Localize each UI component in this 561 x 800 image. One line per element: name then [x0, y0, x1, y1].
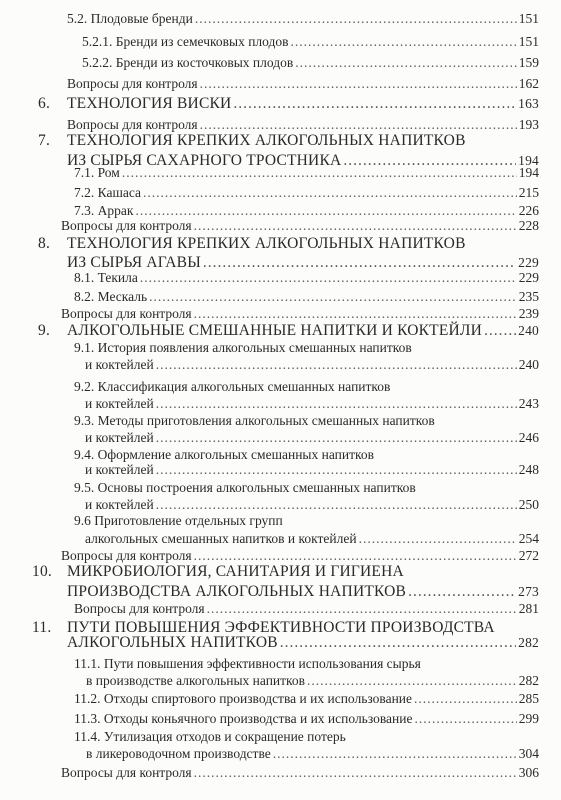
toc-entry-title: Вопросы для контроля — [61, 548, 192, 563]
toc-entry — [86, 746, 539, 762]
toc-entry-title: 8.1. Текила — [74, 270, 138, 285]
toc-leader-dots — [156, 430, 517, 446]
toc-entry-title: Вопросы для контроля — [61, 306, 192, 321]
toc-entry — [67, 76, 539, 92]
toc-leader-dots — [194, 765, 517, 781]
toc-entry — [85, 497, 539, 513]
toc-page-number: 282 — [518, 673, 539, 688]
toc-leader-dots — [359, 531, 517, 547]
toc-page-number: 282 — [518, 635, 539, 650]
toc-entry-title: ИЗ СЫРЬЯ АГАВЫ — [67, 254, 201, 271]
toc-page-number: 151 — [518, 34, 539, 49]
toc-leader-dots — [156, 357, 517, 373]
toc-entry-title: Вопросы для контроля — [61, 765, 192, 780]
toc-leader-dots — [414, 691, 517, 707]
toc-leader-dots — [156, 462, 517, 478]
toc-leader-dots — [194, 306, 517, 322]
toc-entry — [74, 289, 539, 305]
toc-entry — [74, 601, 539, 617]
toc-leader-dots — [414, 711, 516, 727]
toc-entry — [74, 480, 539, 496]
toc-entry — [74, 729, 539, 745]
toc-entry-title: 7.1. Ром — [74, 165, 120, 180]
toc-entry-title: и коктейлей — [85, 462, 154, 477]
toc-entry — [74, 656, 539, 672]
toc-entry-title: Вопросы для контроля — [67, 76, 198, 91]
toc-page-number: 163 — [518, 96, 539, 111]
toc-entry — [67, 583, 539, 601]
toc-entry-title: 11.1. Пути повышения эффективности использования сырья — [74, 656, 421, 671]
toc-entry-title: и коктейлей — [85, 430, 154, 445]
toc-entry — [74, 340, 539, 356]
toc-entry — [67, 117, 539, 133]
toc-entry — [74, 165, 539, 181]
toc-leader-dots — [200, 117, 517, 133]
toc-entry — [67, 132, 539, 150]
toc-leader-dots — [291, 34, 517, 50]
chapter-number: 10. — [32, 563, 52, 580]
toc-entry — [82, 55, 539, 71]
toc-entry — [85, 462, 539, 478]
toc-entry — [85, 430, 539, 446]
toc-page-number: 235 — [518, 289, 539, 304]
toc-entry — [74, 691, 539, 707]
toc-entry-title: АЛКОГОЛЬНЫХ НАПИТКОВ — [67, 634, 278, 651]
toc-entry-title: в производстве алкогольных напитков — [86, 673, 306, 688]
toc-page-number: 193 — [518, 117, 539, 132]
toc-page-number: 239 — [518, 306, 539, 321]
toc-entry — [85, 357, 539, 373]
toc-page-number: 240 — [518, 357, 539, 372]
toc-page-number: 304 — [518, 746, 539, 761]
toc-entry-title: и коктейлей — [85, 357, 154, 372]
toc-entry — [74, 413, 539, 429]
toc-page-number: 240 — [518, 323, 539, 338]
toc-leader-dots — [135, 203, 516, 219]
toc-entry-title: 9.3. Методы приготовления алкогольных смешанных напитков — [74, 413, 435, 428]
toc-entry-title: ПУТИ ПОВЫШЕНИЯ ЭФФЕКТИВНОСТИ ПРОИЗВОДСТВА — [67, 619, 495, 636]
toc-entry-title: 7.3. Аррак — [74, 203, 134, 218]
toc-entry-title: 9.4. Оформление алкогольных смешанных напитков — [74, 447, 375, 462]
toc-entry-title: ПРОИЗВОДСТВА АЛКОГОЛЬНЫХ НАПИТКОВ — [67, 583, 407, 600]
toc-entry — [67, 11, 539, 27]
toc-entry — [74, 711, 539, 727]
toc-page-number: 194 — [518, 153, 539, 168]
toc-leader-dots — [122, 165, 517, 181]
toc-page-number: 162 — [518, 76, 539, 91]
toc-leader-dots — [200, 76, 517, 92]
toc-entry-title: 11.3. Отходы коньячного производства и их использование — [74, 711, 413, 726]
toc-leader-dots — [273, 746, 517, 762]
toc-entry — [67, 563, 539, 581]
toc-entry — [61, 765, 539, 781]
toc-entry-title: 5.2.2. Бренди из косточковых плодов — [82, 55, 294, 70]
toc-entry-title: 11.4. Утилизация отходов и сокращение потерь — [74, 729, 346, 744]
toc-entry-title: Вопросы для контроля — [61, 218, 192, 233]
toc-entry — [85, 396, 539, 412]
toc-leader-dots — [484, 322, 516, 340]
toc-entry-title: и коктейлей — [85, 396, 154, 411]
toc-leader-dots — [156, 396, 517, 412]
chapter-number: 8. — [38, 235, 51, 252]
chapter-number: 9. — [38, 322, 51, 339]
toc-entry-title: Вопросы для контроля — [74, 601, 205, 616]
toc-leader-dots — [143, 185, 517, 201]
toc-page-number: 151 — [518, 11, 539, 26]
toc-entry — [74, 185, 539, 201]
toc-entry-title: 5.2. Плодовые бренди — [67, 11, 193, 26]
toc-page-number: 243 — [518, 396, 539, 411]
toc-leader-dots — [149, 289, 517, 305]
toc-page-number: 250 — [518, 497, 539, 512]
toc-page-number: 272 — [518, 548, 539, 563]
toc-leader-dots — [408, 583, 516, 601]
toc-page-number: 215 — [518, 185, 539, 200]
toc-entry — [85, 531, 539, 547]
toc-entry — [61, 548, 539, 564]
chapter-number: 6. — [38, 95, 51, 112]
toc-leader-dots — [280, 634, 516, 652]
toc-entry-title: ТЕХНОЛОГИЯ ВИСКИ — [67, 95, 232, 112]
toc-entry-title: 11.2. Отходы спиртового производства и их использование — [74, 691, 413, 706]
toc-page-number: 194 — [518, 165, 539, 180]
toc-entry-title: 7.2. Кашаса — [74, 185, 141, 200]
toc-entry — [74, 270, 539, 286]
toc-entry — [82, 34, 539, 50]
toc-entry — [74, 379, 539, 395]
toc-entry-title: в ликероводочном производстве — [86, 746, 271, 761]
toc-leader-dots — [307, 673, 517, 689]
toc-entry-title: 9.6 Приготовление отдельных групп — [74, 513, 283, 528]
toc-entry-title: ТЕХНОЛОГИЯ КРЕПКИХ АЛКОГОЛЬНЫХ НАПИТКОВ — [67, 235, 466, 252]
toc-entry — [67, 235, 539, 253]
toc-entry — [67, 322, 539, 340]
toc-page-number: 229 — [518, 270, 539, 285]
toc-entry — [74, 447, 539, 463]
toc-entry — [67, 95, 539, 113]
toc-page-number: 248 — [518, 462, 539, 477]
toc-page-number: 285 — [518, 691, 539, 706]
toc-leader-dots — [194, 548, 517, 564]
toc-page-number: 159 — [518, 55, 539, 70]
toc-entry — [61, 218, 539, 234]
toc-entry-title: алкогольных смешанных напитков и коктейлей — [85, 531, 357, 546]
toc-entry-title: 9.5. Основы построения алкогольных смешанных напитков — [74, 480, 416, 495]
toc-page-number: 281 — [518, 601, 539, 616]
toc-entry-title: ИЗ СЫРЬЯ САХАРНОГО ТРОСТНИКА — [67, 152, 342, 169]
toc-entry-title: МИКРОБИОЛОГИЯ, САНИТАРИЯ И ГИГИЕНА — [67, 563, 404, 580]
toc-entry-title: АЛКОГОЛЬНЫЕ СМЕШАННЫЕ НАПИТКИ И КОКТЕЙЛИ — [67, 322, 483, 339]
toc-entry-title: и коктейлей — [85, 497, 154, 512]
chapter-number: 7. — [38, 132, 51, 149]
toc-page-number: 306 — [518, 765, 539, 780]
toc-page-number: 254 — [518, 531, 539, 546]
toc-leader-dots — [233, 95, 516, 113]
toc-entry — [61, 306, 539, 322]
toc-entry-title: 9.1. История появления алкогольных смешанных напитков — [74, 340, 412, 355]
toc-leader-dots — [295, 55, 517, 71]
toc-entry — [86, 673, 539, 689]
toc-page-number: 246 — [518, 430, 539, 445]
toc-page-number: 226 — [518, 203, 539, 218]
toc-entry — [74, 513, 539, 529]
toc-leader-dots — [194, 218, 517, 234]
toc-page-number: 299 — [518, 711, 539, 726]
toc-entry — [67, 634, 539, 652]
toc-entry-title: 5.2.1. Бренди из семечковых плодов — [82, 34, 289, 49]
toc-leader-dots — [195, 11, 517, 27]
toc-page-number: 228 — [518, 218, 539, 233]
toc-entry-title: ТЕХНОЛОГИЯ КРЕПКИХ АЛКОГОЛЬНЫХ НАПИТКОВ — [67, 132, 466, 149]
toc-leader-dots — [207, 601, 517, 617]
toc-entry-title: 9.2. Классификация алкогольных смешанных напитков — [74, 379, 391, 394]
toc-leader-dots — [140, 270, 517, 286]
toc-entry-title: Вопросы для контроля — [67, 117, 198, 132]
toc-page-number: 273 — [518, 584, 539, 599]
chapter-number: 11. — [32, 619, 52, 636]
toc-entry-title: 8.2. Мескаль — [74, 289, 148, 304]
toc-leader-dots — [156, 497, 517, 513]
toc-page-number: 229 — [518, 255, 539, 270]
toc-entry — [74, 203, 539, 219]
